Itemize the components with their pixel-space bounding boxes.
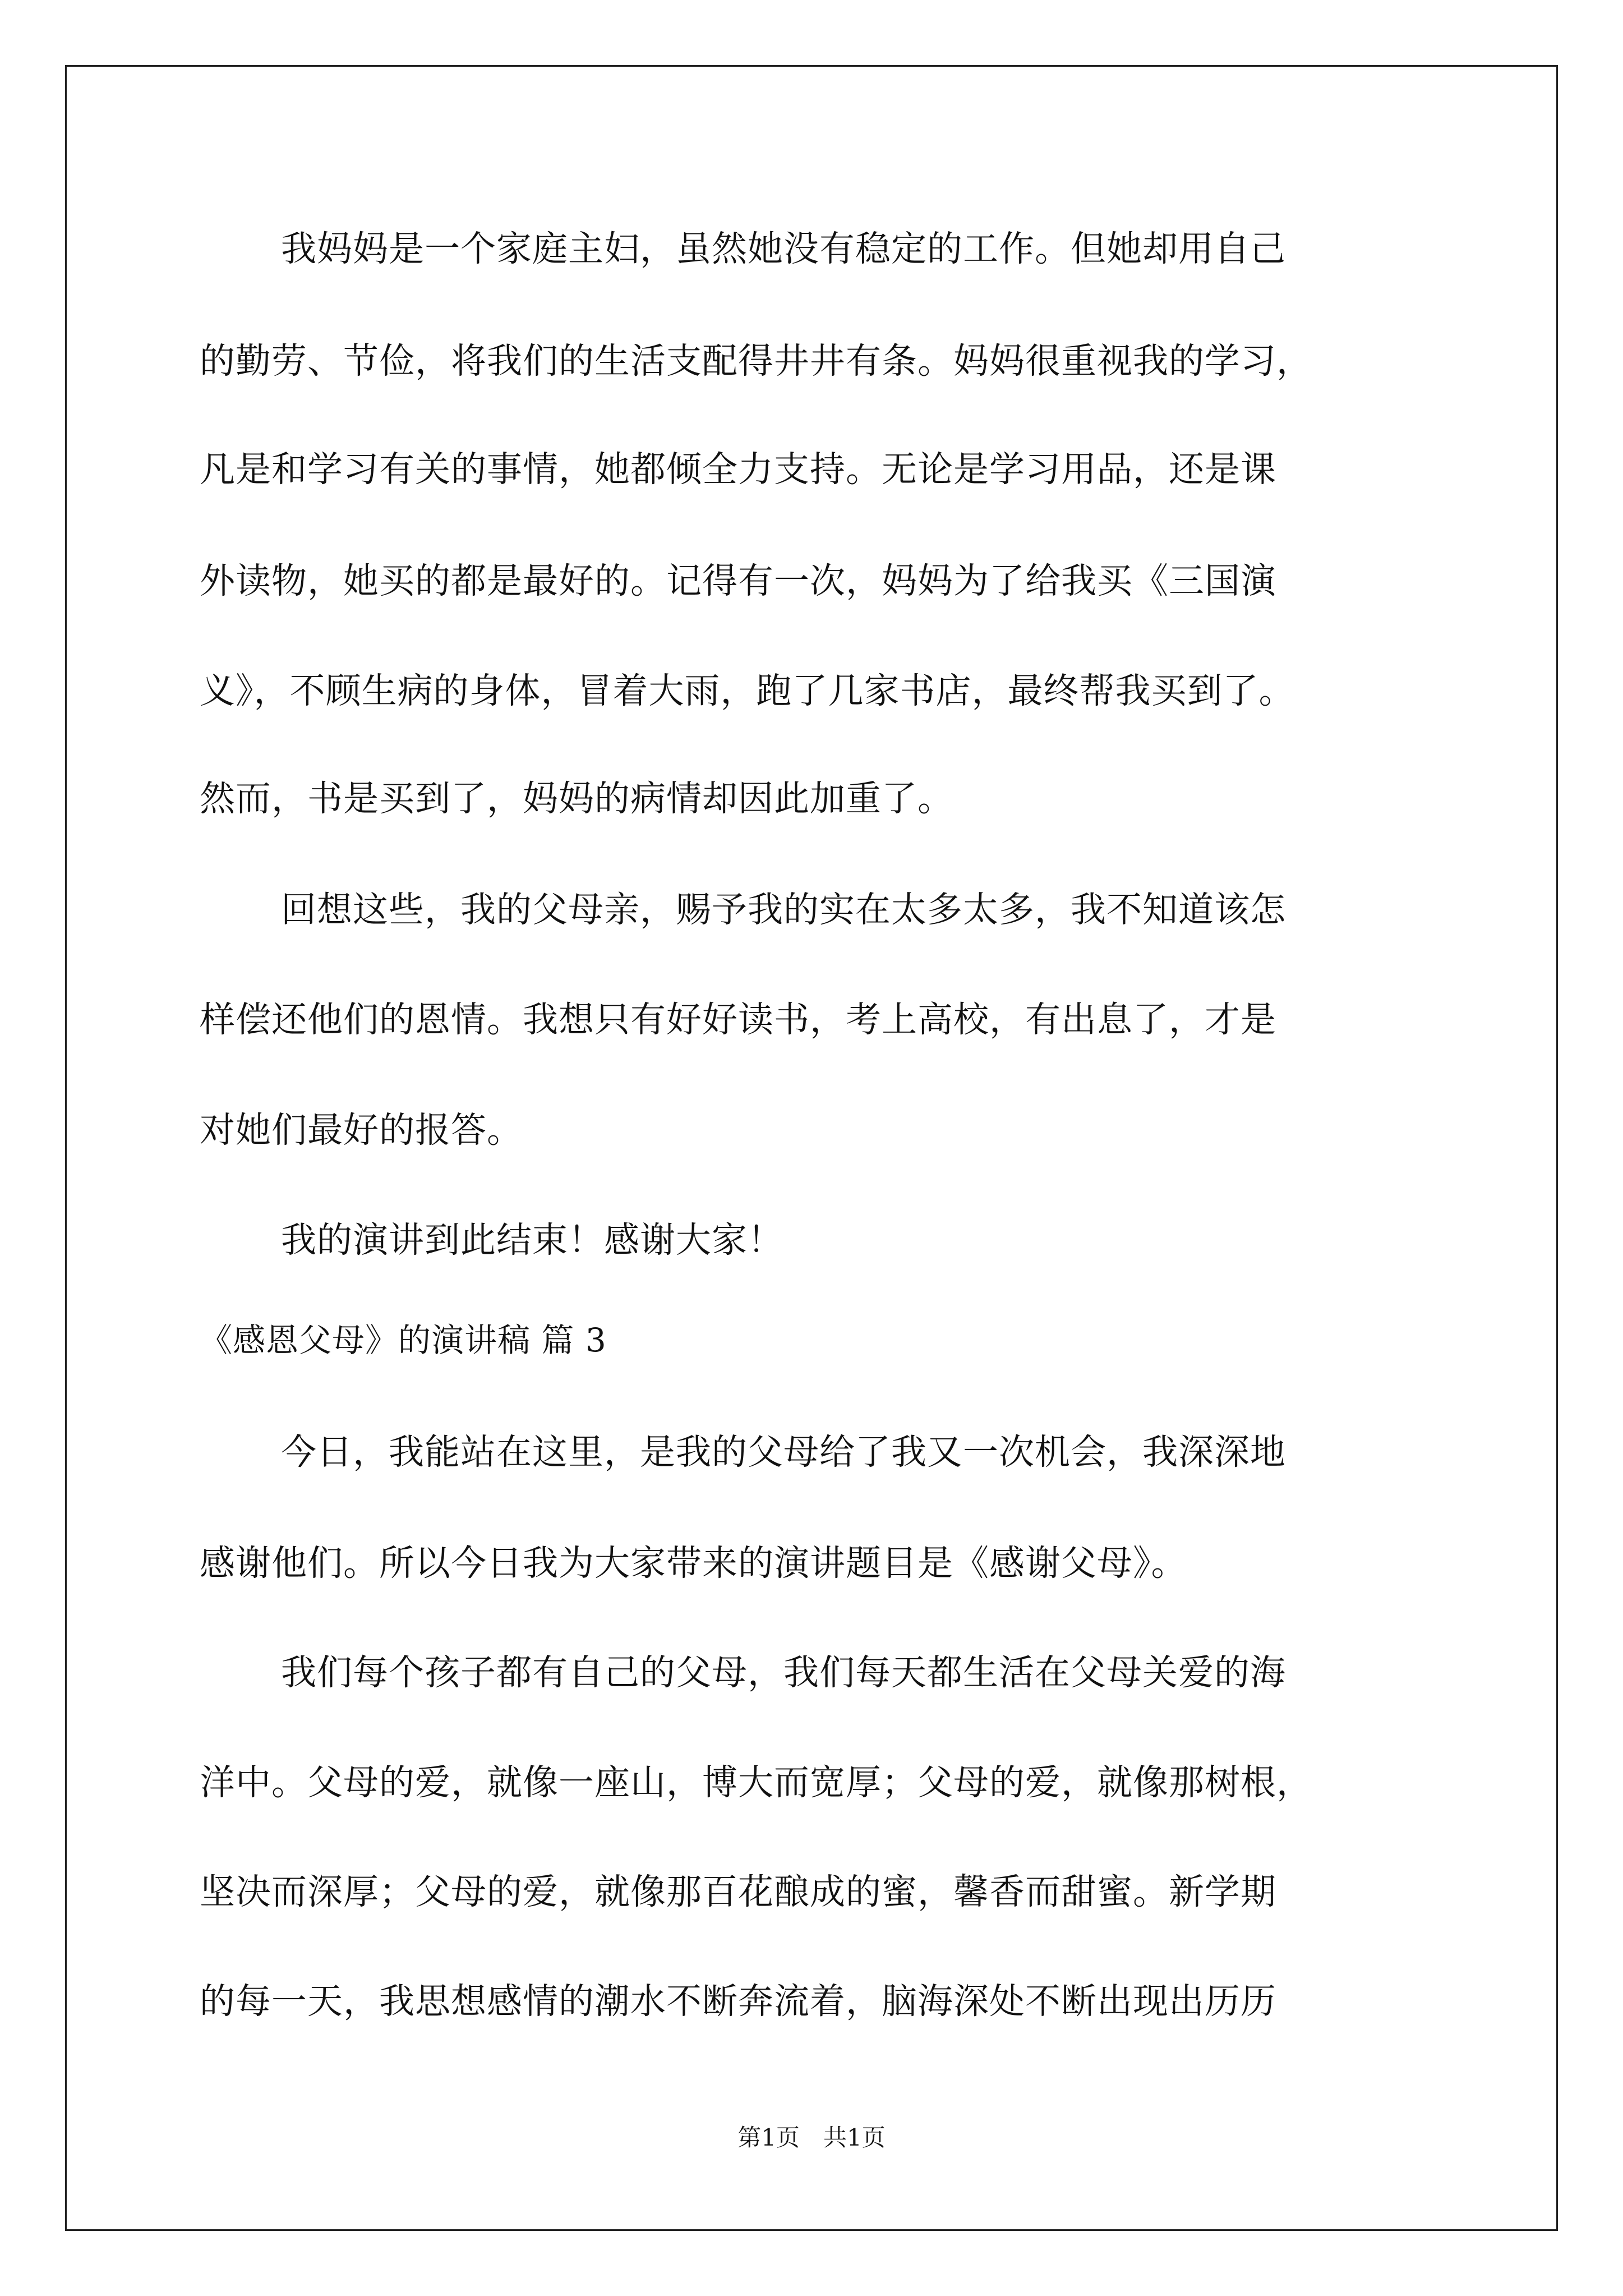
paragraph-line: 回想这些，我的父母亲，赐予我的实在太多太多，我不知道该怎 bbox=[281, 889, 1286, 930]
paragraph-line: 外读物，她买的都是最好的。记得有一次，妈妈为了给我买《三国演 bbox=[200, 560, 1276, 601]
paragraph-line: 我的演讲到此结束！感谢大家！ bbox=[281, 1220, 783, 1260]
page-footer: 第1页 共1页 bbox=[737, 2124, 886, 2151]
paragraph-line: 对她们最好的报答。 bbox=[200, 1110, 523, 1151]
paragraph-line: 凡是和学习有关的事情，她都倾全力支持。无论是学习用品，还是课 bbox=[200, 449, 1276, 490]
section-heading: 《感恩父母》的演讲稿 篇 3 bbox=[200, 1321, 607, 1359]
paragraph-line: 的每一天，我思想感情的潮水不断奔流着，脑海深处不断出现出历历 bbox=[200, 1981, 1276, 2022]
paragraph-line: 坚决而深厚；父母的爱，就像那百花酿成的蜜，馨香而甜蜜。新学期 bbox=[200, 1871, 1276, 1912]
paragraph-line: 样偿还他们的恩情。我想只有好好读书，考上高校，有出息了，才是 bbox=[200, 999, 1276, 1040]
paragraph-line: 义》，不顾生病的身体，冒着大雨，跑了几家书店，最终帮我买到了。 bbox=[200, 670, 1295, 711]
paragraph-line: 的勤劳、节俭，将我们的生活支配得井井有条。妈妈很重视我的学习， bbox=[200, 341, 1312, 381]
paragraph-line: 洋中。父母的爱，就像一座山，博大而宽厚；父母的爱，就像那树根， bbox=[200, 1762, 1312, 1803]
paragraph-line: 然而，书是买到了，妈妈的病情却因此加重了。 bbox=[200, 778, 953, 819]
paragraph-line: 我妈妈是一个家庭主妇，虽然她没有稳定的工作。但她却用自己 bbox=[281, 228, 1286, 269]
paragraph-line: 我们每个孩子都有自己的父母，我们每天都生活在父母关爱的海 bbox=[281, 1652, 1286, 1693]
paragraph-line: 今日，我能站在这里，是我的父母给了我又一次机会，我深深地 bbox=[281, 1432, 1286, 1473]
paragraph-line: 感谢他们。所以今日我为大家带来的演讲题目是《感谢父母》。 bbox=[200, 1543, 1187, 1584]
